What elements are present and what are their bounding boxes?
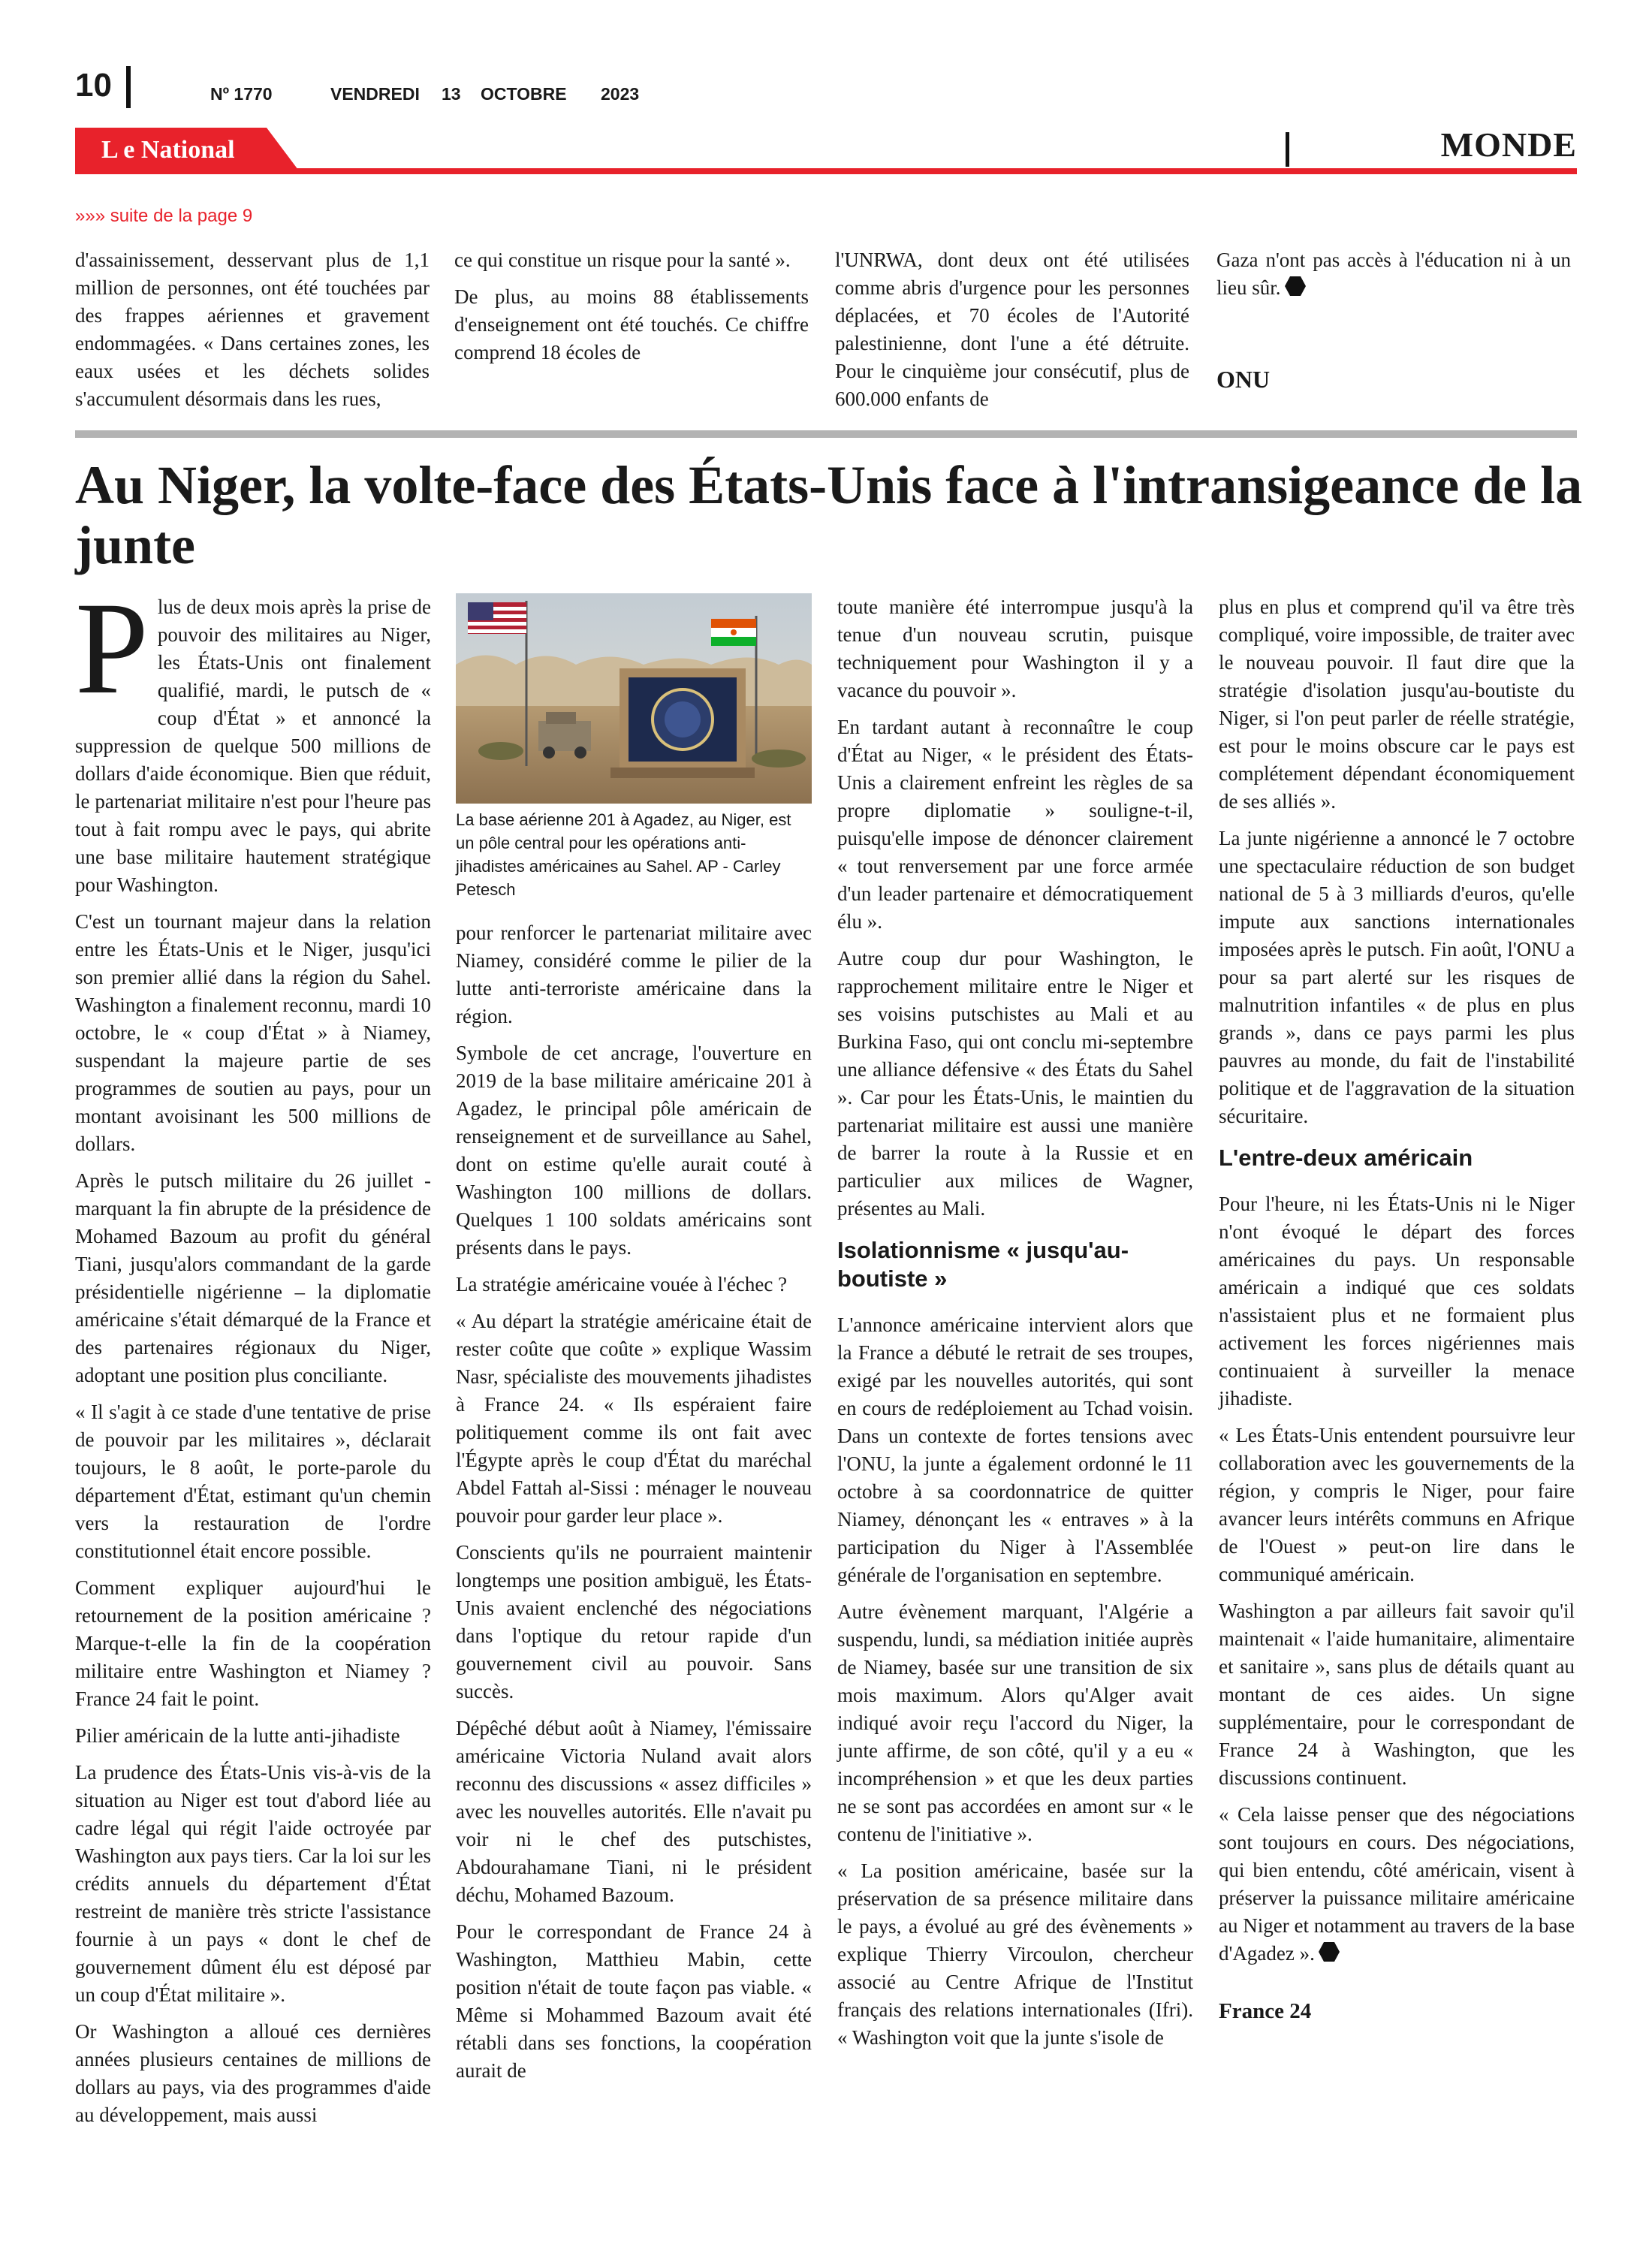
article-column-4 <box>1219 593 1575 2034</box>
photo-airbase-illustration <box>456 593 812 804</box>
drop-cap: P <box>75 575 149 722</box>
paragraph: Autre coup dur pour Washington, le rapprochement militaire entre le Niger et ses voisins putschistes au Mali et au Burkina Faso, qui ont conclu mi-septembre une alliance défensive « des États du Sahel ». Car pour les États-Unis, le maintien du partenariat militaire est aussi une manière de barrer la route à la Russie et en particulier aux milices de Wagner, présentes au Mali. <box>837 947 1193 1220</box>
paragraph: Pour le correspondant de France 24 à Washington, Matthieu Mabin, cette position n'était de toute façon pas viable. « Même si Mohammed Bazoum avait été rétabli dans ses fonctions, la coopération aurait de <box>456 1920 812 2082</box>
article-source-credit: France 24 <box>1219 1999 1312 2023</box>
paragraph-heading: Pilier américain de la lutte anti-jihadiste <box>75 1724 400 1747</box>
paragraph: pour renforcer le partenariat militaire avec Niamey, considéré comme le pilier de la lutte anti-terroriste américaine dans la région. <box>456 921 812 1027</box>
page-number: 10 <box>75 67 112 104</box>
issue-weekday: VENDREDI <box>330 84 420 104</box>
issue-day: 13 <box>442 84 461 104</box>
paragraph: « Au départ la stratégie américaine était de rester coûte que coûte » explique Wassim Nasr, spécialiste des mouvements jihadistes à France 24. « Ils espéraient faire politiquement comme ils ont fait avec l'Égypte après le coup d'État du maréchal Abdel Fattah al-Sissi : ménager le nouveau pouvoir pour garder leur place ». <box>456 1310 812 1527</box>
end-of-article-icon <box>1318 1941 1340 1963</box>
paragraph-text: « Cela laisse penser que des négociations sont toujours en cours. Des négociations, qui bien entendu, côté américain, visent à préserver la puissance militaire américaine au Niger et notamment au travers de la base d'Agadez ». <box>1219 1803 1575 1965</box>
article-photo <box>456 593 812 804</box>
paragraph: Autre évènement marquant, l'Algérie a suspendu, lundi, sa médiation initiée auprès de Niamey, basée sur une transition de six mois maximum. Alors qu'Alger avait indiqué avoir reçu l'accord du Niger, la junte affirme, de son côté, qu'il y a eu « incompréhension » et que les deux parties ne se sont pas accordées en amont sur « le contenu de l'initiative ». <box>837 1600 1193 1845</box>
header-red-rule <box>75 168 1577 174</box>
continuation-column-3 <box>835 246 1189 422</box>
continued-from-label: »»» suite de la page 9 <box>75 206 253 226</box>
paragraph <box>1216 246 1571 302</box>
source-credit: ONU <box>1216 366 1271 393</box>
issue-year: 2023 <box>601 84 640 104</box>
issue-month: OCTOBRE <box>481 84 567 104</box>
paragraph: « Les États-Unis entendent poursuivre leur collaboration avec les gouvernements de la région, y compris le Niger, pour faire avancer leurs intérêts communs en Afrique de l'Ouest » peut-on lire dans le communiqué américain. <box>1219 1424 1575 1585</box>
paragraph: Washington a par ailleurs fait savoir qu'il maintenait « l'aide humanitaire, alimentaire et sanitaire », sans plus de détails quant au montant de ces aides. Un signe supplémentaire, pour le correspondant de France 24 à Washington, que les discussions continuent. <box>1219 1600 1575 1789</box>
paragraph: Dépêché début août à Niamey, l'émissaire américaine Victoria Nuland avait alors reconnu des discussions « assez difficiles » avec les nouvelles autorités. Elle n'avait pu voir ni le chef des putschistes, Abdourahamane Tiani, ni le président déchu, Mohamed Bazoum. <box>456 1717 812 1906</box>
paragraph: d'assainissement, desservant plus de 1,1 million de personnes, ont été touchées par des frappes aériennes et gravement endommagées. « Dans certaines zones, les eaux usées et les déchets solides s'accumulent désormais dans les rues, <box>75 249 430 410</box>
article-column-2 <box>456 593 812 2094</box>
lead-paragraph <box>75 575 431 899</box>
paragraph-text: lus de deux mois après la prise de pouvoir des militaires au Niger, les États-Unis ont finalement qualifié, mardi, le putsch de « coup d'État » et annoncé la suppression de quelque 500 millions de dollars d'aide économique. Bien que réduit, le partenariat militaire n'est pour l'heure pas tout à fait rompu avec le pays, qui abrite une base militaire hautement stratégique pour Washington. <box>75 596 431 896</box>
paragraph: C'est un tournant majeur dans la relation entre les États-Unis et le Niger, jusqu'ici son premier allié dans la région du Sahel. Washington a finalement reconnu, mardi 10 octobre, le « coup d'État » à Niamey, suspendant la majeure partie de ses programmes de soutien au pays, pour un montant avoisinant les 500 millions de dollars. <box>75 910 431 1155</box>
paragraph: Symbole de cet ancrage, l'ouverture en 2019 de la base militaire américaine 201 à Agadez, le principal pôle américain de renseignement et de surveillance au Sahel, dont on estime qu'elle aurait couté à Washington 100 millions de dollars. Quelques 1 100 soldats américains sont présents dans le pays. <box>456 1042 812 1259</box>
article-separator <box>75 430 1577 438</box>
article-column-1 <box>75 575 431 2138</box>
paragraph: La prudence des États-Unis vis-à-vis de la situation au Niger est tout d'abord liée au cadre légal qui régit l'aide octroyée par Washington aux pays tiers. Car la loi sur les crédits annuels du département d'État restreint de manière très stricte l'assistance fournie à un pays « dont le chef de gouvernement dûment élu est déposé par un coup d'État militaire ». <box>75 1761 431 2006</box>
section-subheading: Isolationnisme « jusqu'au-boutiste » <box>837 1237 1129 1292</box>
paragraph: En tardant autant à reconnaître le coup d'État au Niger, « le président des États-Unis a clairement enfreint les règles de sa propre diplomatie » souligne-t-il, puisqu'elle impose de dénoncer clairement « tout renversement par une force armée d'un leader partenaire et démocratiquement élu ». <box>837 716 1193 933</box>
issue-number: Nº 1770 <box>210 84 273 104</box>
continuation-column-4 <box>1216 246 1571 311</box>
article-column-3 <box>837 593 1193 2061</box>
photo-caption: La base aérienne 201 à Agadez, au Niger, est un pôle central pour les opérations anti-jihadistes américaines au Sahel. AP - Carley Petesch <box>456 810 791 899</box>
paragraph: l'UNRWA, dont deux ont été utilisées comme abris d'urgence pour les personnes déplacées, et 70 écoles de l'Autorité palestinienne, dont l'une a été détruite. Pour le cinquième jour consécutif, plus de 600.000 enfants de <box>835 249 1189 410</box>
paragraph: L'annonce américaine intervient alors que la France a débuté le retrait de ses troupes, exigé par les nouvelles autorités, qui sont en cours de redéploiement au Tchad voisin. Dans un contexte de fortes tensions avec l'ONU, la junte a également ordonné le 11 octobre à sa coordonnatrice de quitter Niamey, dénonçant les « entraves » à la participation du Niger à l'Assemblée générale de l'organisation en septembre. <box>837 1313 1193 1586</box>
paragraph <box>1219 1801 1575 1968</box>
paragraph: « Il s'agit à ce stade d'une tentative de prise de pouvoir par les militaires », déclarait toujours, le 8 août, le porte-parole du département d'État, estimant qu'un chemin vers la restauration de l'ordre constitutionnel était encore possible. <box>75 1401 431 1562</box>
paragraph: Comment expliquer aujourd'hui le retournement de la position américaine ? Marque-t-elle la fin de la coopération militaire entre Washington et Niamey ? France 24 fait le point. <box>75 1576 431 1710</box>
paragraph: La junte nigérienne a annoncé le 7 octobre une spectaculaire réduction de son budget national de 5 à 3 milliards d'euros, qu'elle impute aux sanctions internationales imposées après le putsch. Fin août, l'ONU a pour sa part alerté sur les risques de malnutrition infantiles « de plus en plus grands », dans ce pays parmi les plus pauvres au monde, du fait de l'instabilité politique et de l'aggravation de la situation sécuritaire. <box>1219 827 1575 1127</box>
section-divider <box>1286 132 1289 167</box>
paragraph: plus en plus et comprend qu'il va être très compliqué, voire impossible, de traiter avec le nouveau pouvoir. Il faut dire que la stratégie d'isolation jusqu'au-boutiste du Niger, si l'on peut parler de réelle stratégie, est pour le moins obscure car le pays est complétement dépendant économiquement de ses alliés ». <box>1219 596 1575 813</box>
paragraph-heading: La stratégie américaine vouée à l'échec ? <box>456 1273 788 1295</box>
paragraph: De plus, au moins 88 établissements d'enseignement ont été touchés. Ce chiffre comprend 18 écoles de <box>454 285 809 363</box>
section-subheading: L'entre-deux américain <box>1219 1145 1473 1171</box>
paragraph: « La position américaine, basée sur la préservation de sa présence militaire dans le pays, a évolué au gré des évènements » explique Thierry Vircoulon, chercheur associé au Centre Afrique de l'Institut français des relations internationales (Ifri). « Washington voit que la junte s'isole de <box>837 1859 1193 2049</box>
continuation-column-2 <box>454 246 809 376</box>
section-title: MONDE <box>1440 125 1577 164</box>
paragraph: Or Washington a alloué ces dernières années plusieurs centaines de millions de dollars au pays, via des programmes d'aide au développement, mais aussi <box>75 2020 431 2126</box>
page-number-divider <box>126 66 131 108</box>
paragraph: Conscients qu'ils ne pourraient maintenir longtemps une position ambiguë, les États-Unis avaient enclenché des négociations dans l'optique du retour rapide d'un gouvernement civil au pouvoir. Sans succès. <box>456 1541 812 1703</box>
newspaper-logo: L e National <box>101 136 235 164</box>
article-headline: Au Niger, la volte-face des États-Unis face à l'intransigeance de la junte <box>75 455 1583 575</box>
paragraph: ce qui constitue un risque pour la santé ». <box>454 249 791 271</box>
continuation-column-1 <box>75 246 430 422</box>
paragraph: Après le putsch militaire du 26 juillet - marquant la fin abrupte de la présidence de Mohamed Bazoum au profit du général Tiani, jusqu'alors commandant de la garde présidentielle nigérienne – la diplomatie américaine s'était démarqué de la France et des partenaires régionaux du Niger, adoptant une position plus conciliante. <box>75 1169 431 1386</box>
paragraph: Pour l'heure, ni les États-Unis ni le Niger n'ont évoqué le départ des forces américaines du pays. Un responsable américain a indiqué que ces soldats n'assistaient plus et ne formaient plus activement les forces nigériennes mais continuaient à surveiller la menace jihadiste. <box>1219 1193 1575 1410</box>
paragraph-text: Gaza n'ont pas accès à l'éducation ni à un lieu sûr. <box>1216 249 1571 299</box>
paragraph: toute manière été interrompue jusqu'à la tenue d'un nouveau scrutin, puisque techniquement pour Washington il y a vacance du pouvoir ». <box>837 596 1193 701</box>
end-of-article-icon <box>1284 275 1307 297</box>
